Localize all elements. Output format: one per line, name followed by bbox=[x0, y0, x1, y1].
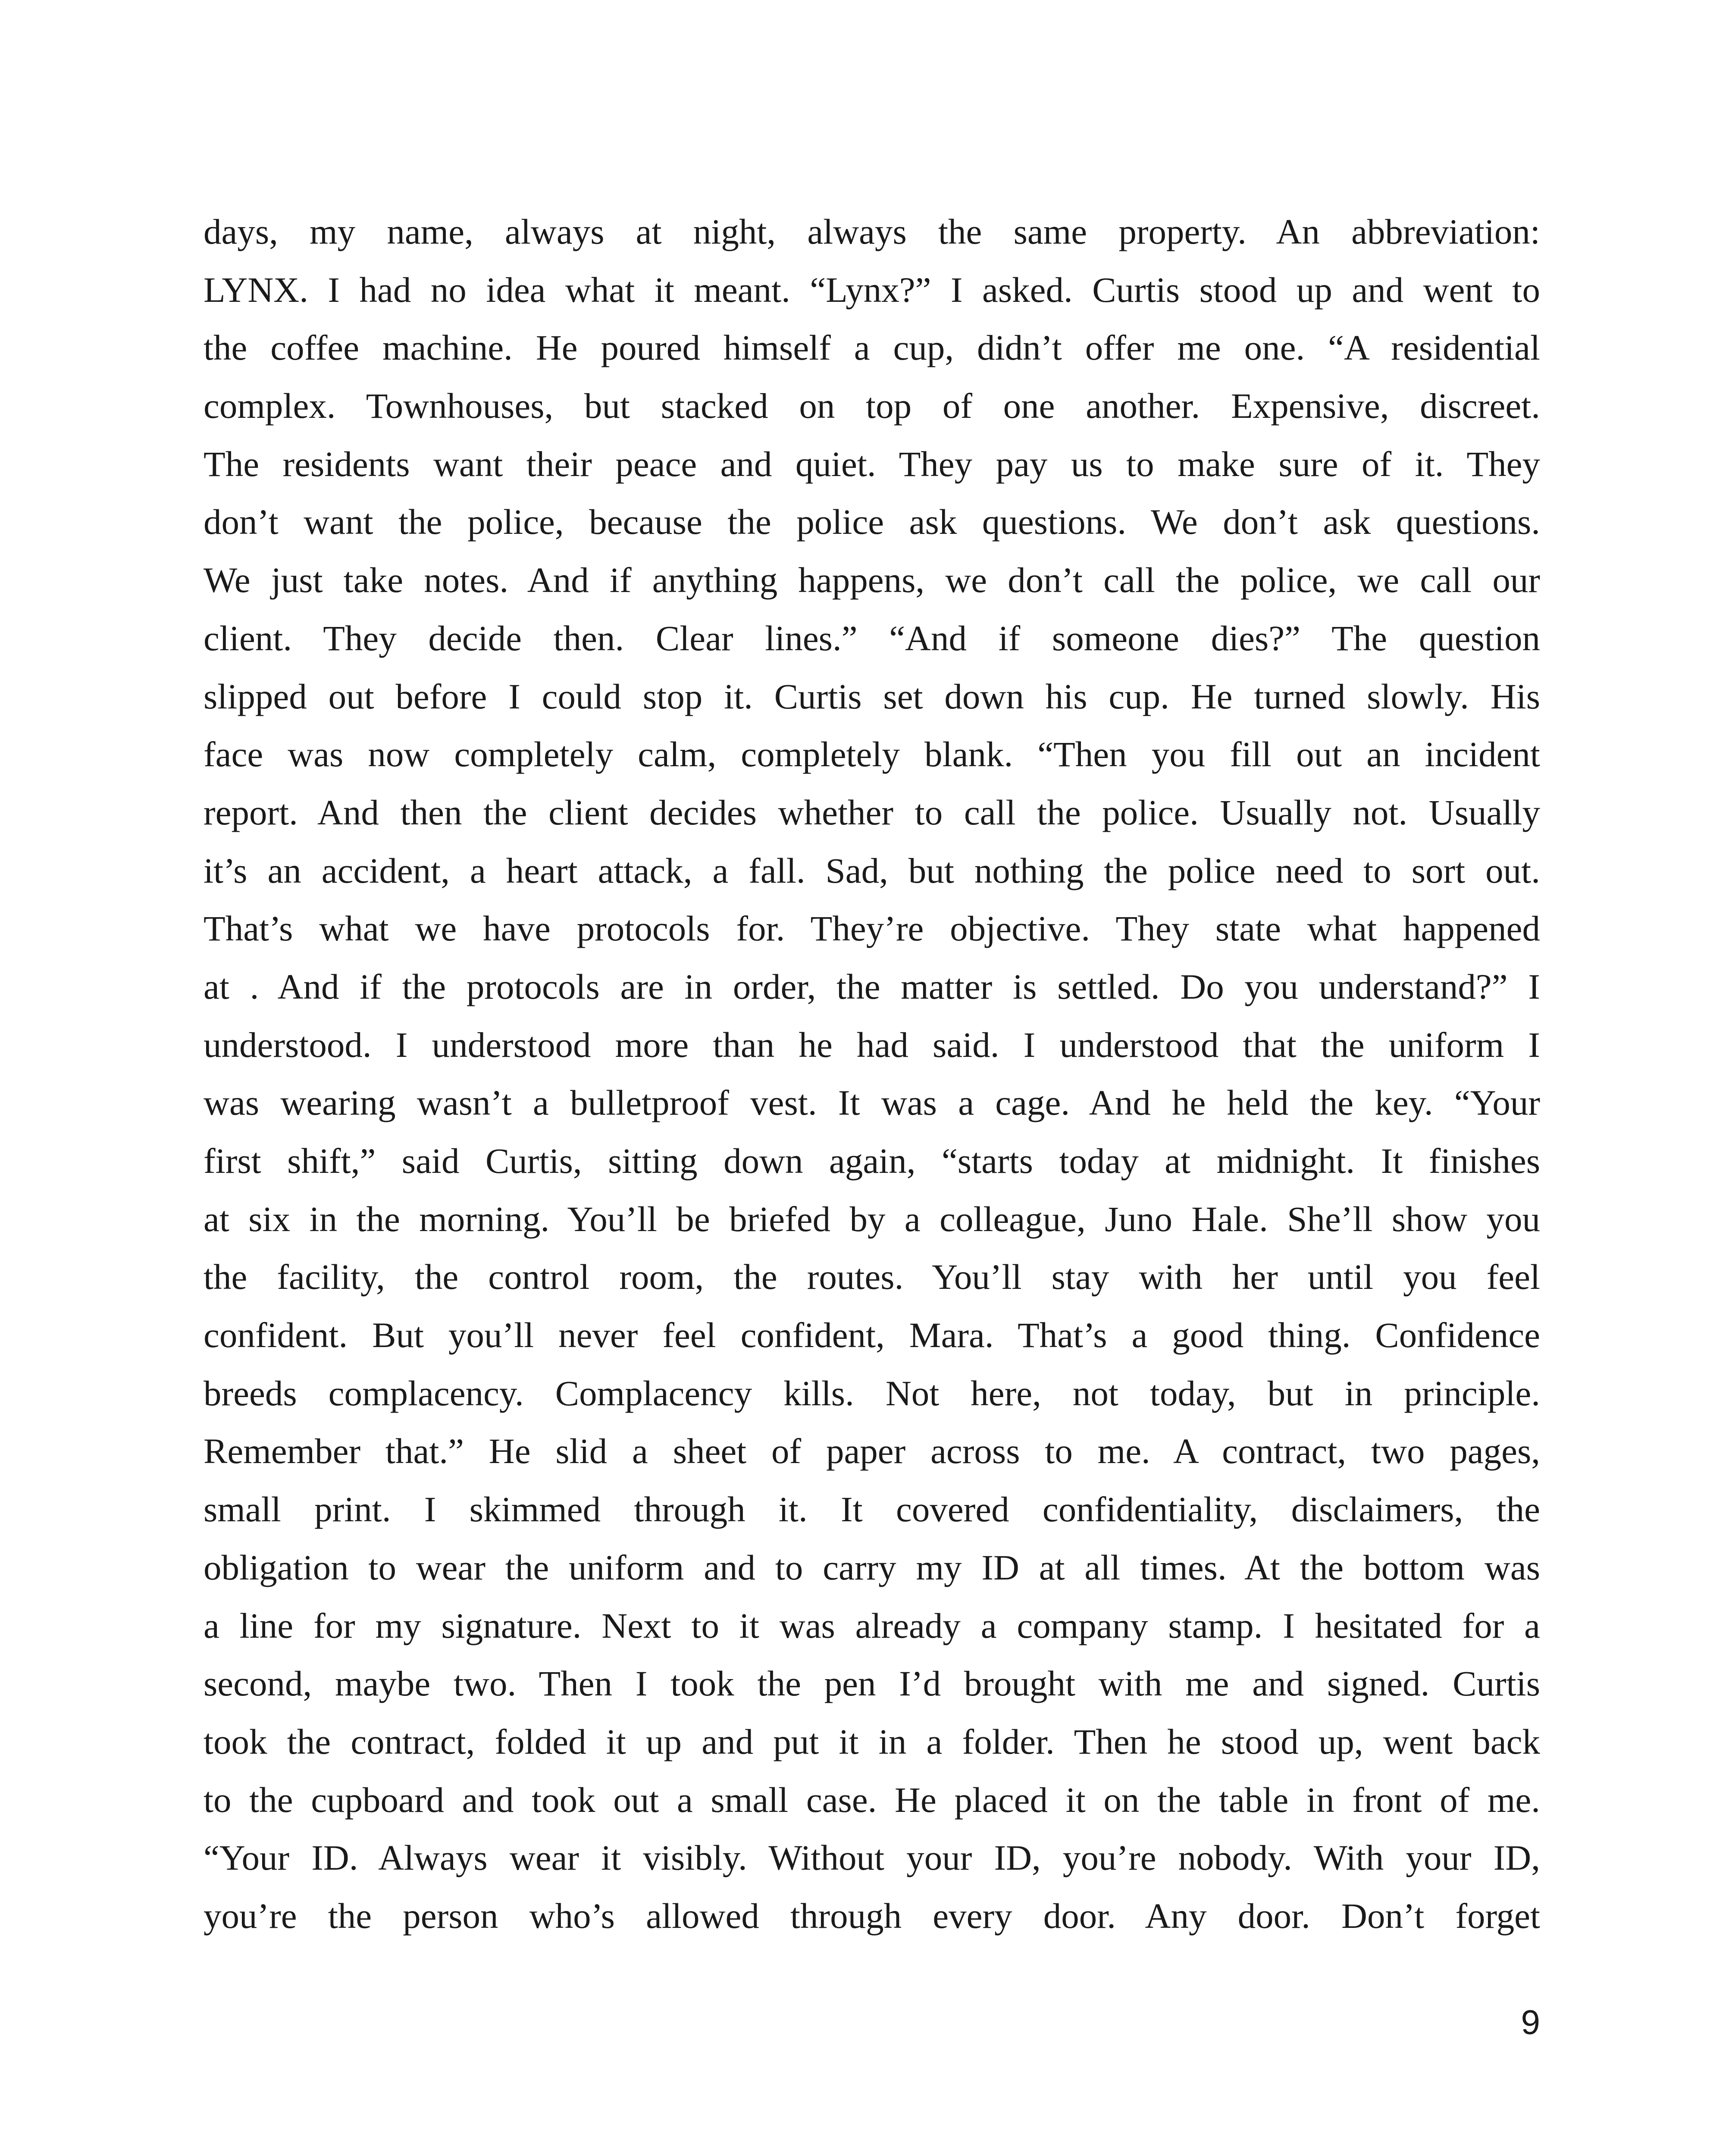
text-line: at six in the morning. You’ll be briefed by a colleague, Juno Hale. She’ll show you bbox=[204, 1199, 1540, 1239]
text-line: a line for my signature. Next to it was already a company stamp. I hesitated for a bbox=[204, 1605, 1540, 1645]
text-line: The residents want their peace and quiet. They pay us to make sure of it. They bbox=[204, 444, 1540, 484]
text-line: second, maybe two. Then I took the pen I’d brought with me and signed. Curtis bbox=[204, 1664, 1540, 1704]
text-line: the coffee machine. He poured himself a cup, didn’t offer me one. “A residential bbox=[204, 328, 1540, 368]
text-line: understood. I understood more than he had said. I understood that the uniform I bbox=[204, 1025, 1540, 1065]
text-line: small print. I skimmed through it. It covered confidentiality, disclaimers, the bbox=[204, 1489, 1540, 1529]
text-line: you’re the person who’s allowed through every door. Any door. Don’t forget bbox=[204, 1896, 1540, 1936]
text-line: We just take notes. And if anything happens, we don’t call the police, we call our bbox=[204, 560, 1540, 600]
text-line: days, my name, always at night, always the same property. An abbreviation: bbox=[204, 212, 1540, 251]
text-line: slipped out before I could stop it. Curtis set down his cup. He turned slowly. His bbox=[204, 676, 1540, 716]
text-line: was wearing wasn’t a bulletproof vest. It was a cage. And he held the key. “Your bbox=[204, 1083, 1540, 1123]
text-line: report. And then the client decides whether to call the police. Usually not. Usually bbox=[204, 792, 1540, 832]
text-line: That’s what we have protocols for. They’re objective. They state what happened bbox=[204, 909, 1540, 949]
text-line: client. They decide then. Clear lines.” “And if someone dies?” The question bbox=[204, 618, 1540, 658]
text-line: to the cupboard and took out a small case. He placed it on the table in front of me. bbox=[204, 1780, 1540, 1820]
text-line: face was now completely calm, completely blank. “Then you fill out an incident bbox=[204, 734, 1540, 774]
page-number: 9 bbox=[1521, 2003, 1540, 2041]
text-line: it’s an accident, a heart attack, a fall. Sad, but nothing the police need to sort out. bbox=[204, 850, 1540, 890]
body-text bbox=[204, 203, 1540, 1945]
text-line: took the contract, folded it up and put it in a folder. Then he stood up, went back bbox=[204, 1721, 1540, 1761]
text-line: the facility, the control room, the routes. You’ll stay with her until you feel bbox=[204, 1257, 1540, 1297]
text-line: “Your ID. Always wear it visibly. Without your ID, you’re nobody. With your ID, bbox=[204, 1838, 1540, 1878]
text-line: LYNX. I had no idea what it meant. “Lynx?” I asked. Curtis stood up and went to bbox=[204, 270, 1540, 310]
text-line: complex. Townhouses, but stacked on top of one another. Expensive, discreet. bbox=[204, 386, 1540, 426]
text-line: at . And if the protocols are in order, the matter is settled. Do you understand?” I bbox=[204, 966, 1540, 1006]
text-line: first shift,” said Curtis, sitting down again, “starts today at midnight. It finishes bbox=[204, 1141, 1540, 1181]
text-line: Remember that.” He slid a sheet of paper across to me. A contract, two pages, bbox=[204, 1431, 1540, 1471]
text-line: breeds complacency. Complacency kills. Not here, not today, but in principle. bbox=[204, 1373, 1540, 1413]
text-line: obligation to wear the uniform and to carry my ID at all times. At the bottom was bbox=[204, 1547, 1540, 1587]
text-line: don’t want the police, because the police ask questions. We don’t ask questions. bbox=[204, 502, 1540, 542]
text-line: confident. But you’ll never feel confident, Mara. That’s a good thing. Confidence bbox=[204, 1315, 1540, 1355]
